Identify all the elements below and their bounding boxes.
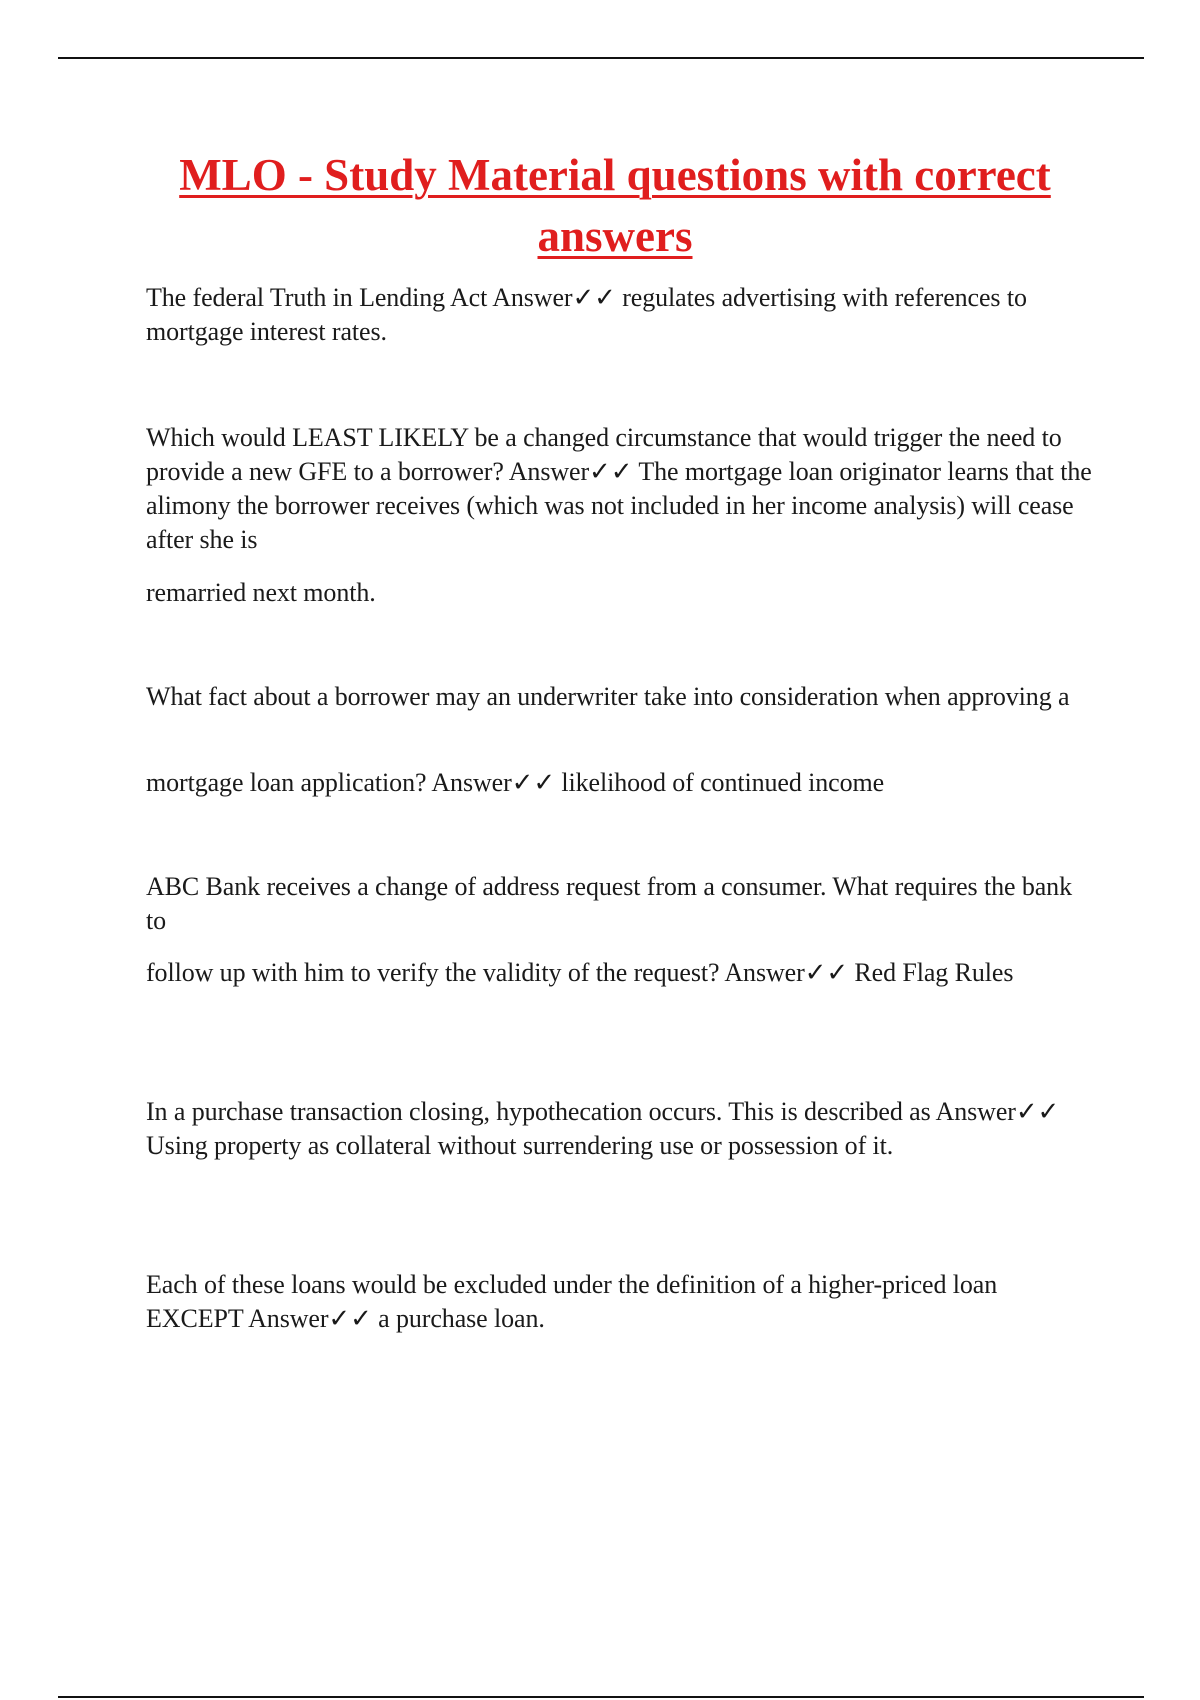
paragraph-9: Each of these loans would be excluded under the definition of a higher-priced loan EXCEPT Answer✓✓ a purchase loan. — [146, 1270, 998, 1333]
paragraph-5: mortgage loan application? Answer✓✓ likelihood of continued income — [146, 768, 885, 797]
paragraph-2: Which would LEAST LIKELY be a changed circumstance that would trigger the need to provide a new GFE to a borrower? Answer✓✓ The mortgage loan originator learns that the alimony the borrower receives (which was not included in her income analysis) will cease after she is — [146, 423, 1092, 554]
paragraph-3: remarried next month. — [146, 578, 376, 607]
paragraph-6: ABC Bank receives a change of address request from a consumer. What requires the bank to — [146, 872, 1072, 935]
paragraph-7: follow up with him to verify the validity of the request? Answer✓✓ Red Flag Rules — [146, 958, 1014, 987]
top-rule — [58, 57, 1144, 59]
paragraph-4: What fact about a borrower may an underwriter take into consideration when approving a — [146, 682, 1070, 711]
paragraph-8: In a purchase transaction closing, hypothecation occurs. This is described as Answer✓✓ Using property as collateral without surrendering use or possession of it. — [146, 1097, 1060, 1160]
document-title: MLO - Study Material questions with correct answers — [179, 150, 1051, 261]
bottom-rule — [58, 1696, 1144, 1698]
paragraph-1: The federal Truth in Lending Act Answer✓✓ regulates advertising with references to mortgage interest rates. — [146, 283, 1027, 346]
